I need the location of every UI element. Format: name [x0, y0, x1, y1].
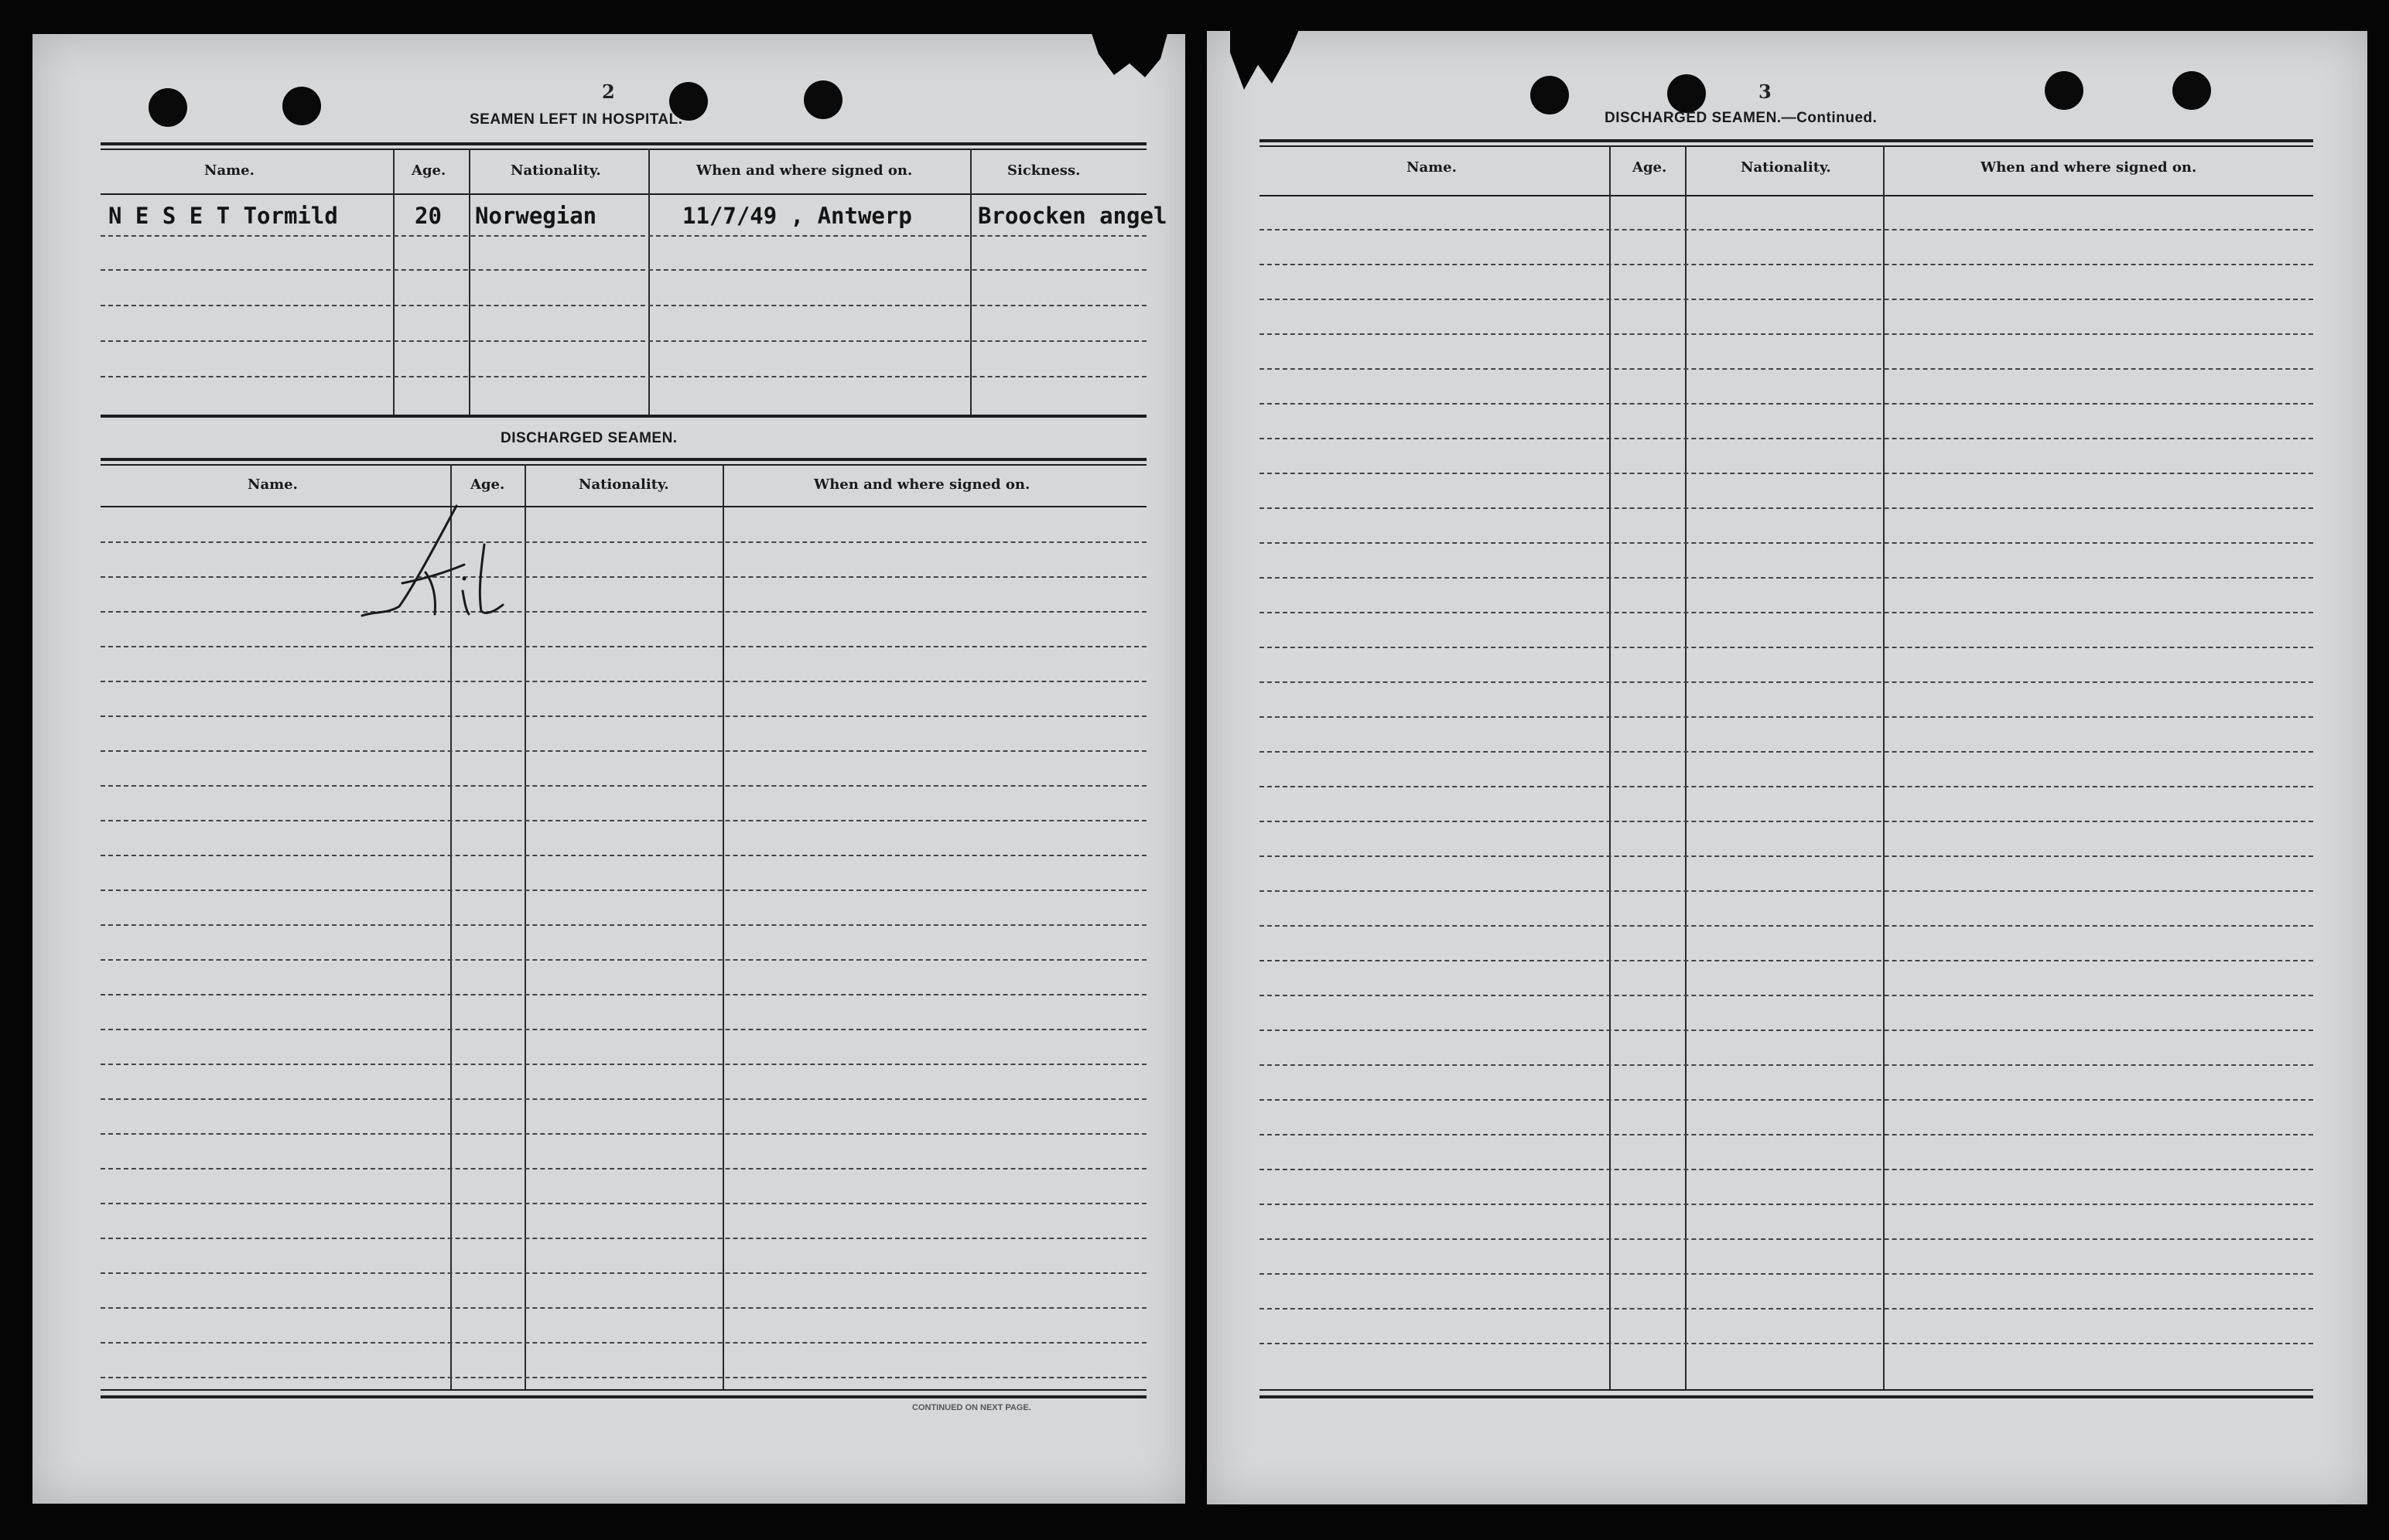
- ruled-line: [101, 715, 1147, 717]
- table-top-rule: [101, 458, 1147, 461]
- ruled-line: [101, 681, 1147, 682]
- table-bottom-rule: [101, 1389, 1147, 1391]
- ruled-line: [1259, 751, 2313, 753]
- punch-hole: [1667, 74, 1706, 113]
- ruled-line: [101, 855, 1147, 856]
- continued-note: CONTINUED ON NEXT PAGE.: [912, 1403, 1031, 1412]
- ruled-line: [101, 890, 1147, 891]
- punch-hole: [2045, 71, 2083, 110]
- column-header-nationality: Nationality.: [579, 476, 669, 493]
- ruled-line: [101, 1238, 1147, 1239]
- right-page: [1207, 31, 2367, 1504]
- ruled-line: [101, 1098, 1147, 1100]
- ruled-line: [1259, 681, 2313, 683]
- ruled-line: [1259, 1238, 2313, 1240]
- ruled-line: [1259, 925, 2313, 927]
- ruled-line: [101, 576, 1147, 578]
- ruled-line: [1259, 1169, 2313, 1170]
- punch-hole: [149, 88, 187, 127]
- table-bottom-rule: [1259, 1389, 2313, 1391]
- ruled-line: [1259, 1273, 2313, 1275]
- ruled-line: [101, 820, 1147, 821]
- column-header-nationality: Nationality.: [511, 162, 601, 179]
- column-header-age: Age.: [1632, 159, 1667, 176]
- table-top-rule: [1259, 145, 2313, 147]
- left-page: [32, 34, 1185, 1504]
- ruled-line: [101, 959, 1147, 961]
- ruled-line: [1259, 647, 2313, 648]
- column-header-name: Name.: [1406, 159, 1457, 176]
- ruled-line: [101, 924, 1147, 926]
- column-divider: [469, 149, 470, 415]
- table-bottom-rule: [101, 415, 1147, 418]
- ruled-line: [101, 1168, 1147, 1170]
- ruled-line: [1259, 1308, 2313, 1310]
- column-header-nationality: Nationality.: [1741, 159, 1831, 176]
- punch-hole: [1530, 76, 1569, 114]
- column-header-signed-on: When and where signed on.: [696, 162, 913, 179]
- ruled-line: [1259, 403, 2313, 405]
- ruled-line: [1259, 1099, 2313, 1101]
- ruled-line: [101, 340, 1147, 342]
- hospital-row-signed-on: 11/7/49 , Antwerp: [682, 203, 912, 229]
- punch-hole: [804, 80, 842, 119]
- punch-hole: [282, 87, 321, 125]
- handwritten-nil-signature: [348, 498, 534, 630]
- column-divider: [393, 149, 395, 415]
- column-divider: [1883, 145, 1885, 1389]
- ruled-line: [1259, 368, 2313, 370]
- ruled-line: [1259, 229, 2313, 230]
- ruled-line: [101, 1377, 1147, 1378]
- ruled-line: [1259, 473, 2313, 474]
- ruled-line: [1259, 1134, 2313, 1135]
- ruled-line: [1259, 1064, 2313, 1066]
- ruled-line: [101, 1203, 1147, 1204]
- ruled-line: [1259, 438, 2313, 439]
- header-bottom-rule: [101, 193, 1147, 195]
- ruled-line: [101, 269, 1147, 271]
- ruled-line: [101, 994, 1147, 995]
- punch-hole: [2172, 71, 2211, 110]
- column-divider: [970, 149, 972, 415]
- table-top-rule: [101, 464, 1147, 466]
- ruled-line: [101, 1133, 1147, 1135]
- column-header-age: Age.: [470, 476, 505, 493]
- ruled-line: [1259, 1343, 2313, 1344]
- header-bottom-rule: [101, 506, 1147, 507]
- ruled-line: [1259, 821, 2313, 822]
- hospital-section-title: SEAMEN LEFT IN HOSPITAL.: [470, 111, 683, 128]
- ruled-line: [1259, 786, 2313, 787]
- ruled-line: [101, 646, 1147, 647]
- discharged-section-title: DISCHARGED SEAMEN.: [501, 430, 678, 446]
- page-number: 3: [1758, 80, 1772, 103]
- column-header-name: Name.: [248, 476, 298, 493]
- header-bottom-rule: [1259, 195, 2313, 196]
- ruled-line: [101, 1272, 1147, 1274]
- ruled-line: [1259, 542, 2313, 544]
- ruled-line: [1259, 612, 2313, 613]
- ruled-line: [101, 1064, 1147, 1065]
- ruled-line: [1259, 299, 2313, 300]
- ruled-line: [101, 305, 1147, 306]
- ruled-line: [101, 1307, 1147, 1309]
- ruled-line: [1259, 995, 2313, 996]
- hospital-row-name: N E S E T Tormild: [108, 203, 338, 229]
- ruled-line: [1259, 1030, 2313, 1031]
- ruled-line: [1259, 333, 2313, 335]
- ruled-line: [101, 750, 1147, 752]
- ruled-line: [101, 541, 1147, 543]
- ruled-line: [1259, 264, 2313, 265]
- hospital-row-sickness: Broocken angel: [978, 203, 1167, 229]
- ruled-line: [101, 235, 1147, 237]
- ruled-line: [101, 611, 1147, 613]
- column-header-age: Age.: [412, 162, 446, 179]
- column-divider: [648, 149, 650, 415]
- discharged-continued-title: DISCHARGED SEAMEN.—Continued.: [1605, 110, 1878, 126]
- ruled-line: [1259, 855, 2313, 857]
- table-top-rule: [101, 142, 1147, 145]
- column-divider: [723, 464, 724, 1389]
- column-divider: [1685, 145, 1687, 1389]
- page-number: 2: [602, 80, 615, 103]
- column-header-signed-on: When and where signed on.: [814, 476, 1030, 493]
- ruled-line: [1259, 890, 2313, 892]
- ruled-line: [1259, 1204, 2313, 1205]
- ruled-line: [1259, 716, 2313, 718]
- ruled-line: [1259, 577, 2313, 579]
- hospital-row-age: 20: [415, 203, 442, 229]
- ruled-line: [1259, 507, 2313, 509]
- hospital-row-nationality: Norwegian: [475, 203, 597, 229]
- ruled-line: [101, 1342, 1147, 1344]
- column-header-signed-on: When and where signed on.: [1981, 159, 2197, 176]
- column-divider: [1609, 145, 1611, 1389]
- ruled-line: [101, 376, 1147, 377]
- ruled-line: [101, 785, 1147, 787]
- ruled-line: [1259, 960, 2313, 961]
- column-header-name: Name.: [204, 162, 255, 179]
- table-top-rule: [1259, 139, 2313, 142]
- table-bottom-rule: [1259, 1395, 2313, 1398]
- ruled-line: [101, 1029, 1147, 1030]
- column-header-sickness: Sickness.: [1007, 162, 1081, 179]
- table-bottom-rule: [101, 1395, 1147, 1398]
- table-top-rule: [101, 149, 1147, 150]
